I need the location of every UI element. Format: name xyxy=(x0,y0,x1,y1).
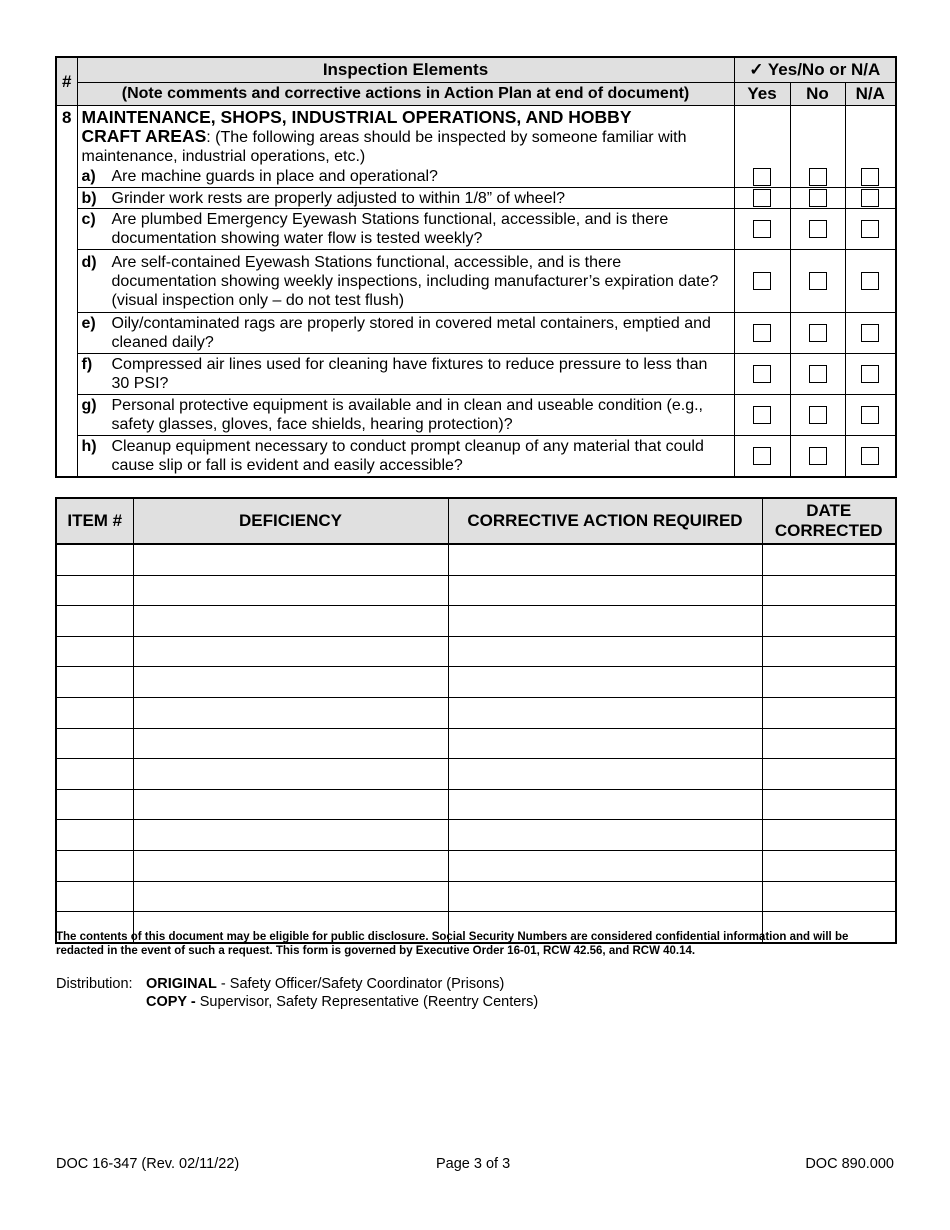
corrective-action-cell[interactable] xyxy=(448,636,762,667)
date-corrected-cell[interactable] xyxy=(762,789,896,820)
page-number: Page 3 of 3 xyxy=(436,1156,511,1172)
section-number: 8 xyxy=(56,105,77,477)
corrective-action-cell[interactable] xyxy=(448,575,762,606)
question-text: Personal protective equipment is available and in clean and useable condition (e.g., safety glasses, gloves, face shields, hearing protection)? xyxy=(111,397,703,433)
item-number-cell[interactable] xyxy=(56,667,133,698)
action-plan-row xyxy=(56,789,896,820)
action-plan-row xyxy=(56,697,896,728)
yes-no-na-header xyxy=(734,57,896,82)
yes-checkbox[interactable] xyxy=(753,324,771,342)
yes-checkbox[interactable] xyxy=(753,168,771,186)
question-text: Grinder work rests are properly adjusted to within 1/8” of wheel? xyxy=(111,189,566,207)
item-number-cell[interactable] xyxy=(56,544,133,575)
no-checkbox[interactable] xyxy=(809,189,827,207)
question-text: Compressed air lines used for cleaning have fixtures to reduce pressure to less than 30 PSI? xyxy=(111,356,708,392)
yes-checkbox[interactable] xyxy=(753,406,771,424)
question-letter: h) xyxy=(81,437,97,455)
deficiency-cell[interactable] xyxy=(133,606,448,637)
corrective-action-cell[interactable] xyxy=(448,606,762,637)
question-letter: f) xyxy=(81,356,93,373)
deficiency-cell[interactable] xyxy=(133,881,448,912)
item-number-cell[interactable] xyxy=(56,789,133,820)
na-checkbox[interactable] xyxy=(861,365,879,383)
question-text: Are plumbed Emergency Eyewash Stations functional, accessible, and is there documentation showing water flow is tested weekly? xyxy=(111,211,669,247)
no-checkbox[interactable] xyxy=(809,447,827,465)
item-number-cell[interactable] xyxy=(56,759,133,790)
item-number-header: ITEM # xyxy=(56,498,133,544)
date-corrected-cell[interactable] xyxy=(762,820,896,851)
date-corrected-cell[interactable] xyxy=(762,759,896,790)
checkmark-icon: ✓ xyxy=(749,59,764,79)
deficiency-cell[interactable] xyxy=(133,759,448,790)
date-corrected-line1: DATE xyxy=(806,501,852,520)
number-column-header: # xyxy=(56,57,77,105)
form-number: DOC 16-347 (Rev. 02/11/22) xyxy=(56,1156,240,1172)
item-number-cell[interactable] xyxy=(56,606,133,637)
date-corrected-header xyxy=(762,498,896,544)
deficiency-cell[interactable] xyxy=(133,667,448,698)
policy-number: DOC 890.000 xyxy=(805,1156,894,1172)
question-row xyxy=(56,166,896,188)
item-number-cell[interactable] xyxy=(56,881,133,912)
corrective-action-cell[interactable] xyxy=(448,667,762,698)
question-text: Are self-contained Eyewash Stations functional, accessible, and is there documentation showing weekly inspections, including manufacturer’s expiration date? (visual inspection only – do not test flush) xyxy=(111,253,719,309)
disclosure-notice: The contents of this document may be eligible for public disclosure. Social Security Numbers are considered confidential information and will be redacted in the event of such a request. This form is governed by Executive Order 16-01, RCW 42.56, and RCW 40.14. xyxy=(56,931,849,957)
question-row xyxy=(56,188,896,209)
section-title-line1: MAINTENANCE, SHOPS, INDUSTRIAL OPERATIONS, AND HOBBY xyxy=(81,106,632,127)
corrective-action-cell[interactable] xyxy=(448,544,762,575)
question-letter: g) xyxy=(81,397,97,414)
item-number-cell[interactable] xyxy=(56,728,133,759)
na-checkbox[interactable] xyxy=(861,168,879,186)
inspection-note-header: (Note comments and corrective actions in Action Plan at end of document) xyxy=(77,82,734,105)
na-column-header: N/A xyxy=(845,82,896,105)
question-row xyxy=(56,209,896,250)
action-plan-row xyxy=(56,850,896,881)
no-column-header: No xyxy=(790,82,845,105)
deficiency-header: DEFICIENCY xyxy=(133,498,448,544)
deficiency-cell[interactable] xyxy=(133,850,448,881)
item-number-cell[interactable] xyxy=(56,850,133,881)
na-checkbox[interactable] xyxy=(861,189,879,207)
deficiency-cell[interactable] xyxy=(133,789,448,820)
distribution-label: Distribution: xyxy=(56,976,133,992)
corrective-action-cell[interactable] xyxy=(448,820,762,851)
corrective-action-cell[interactable] xyxy=(448,697,762,728)
no-checkbox[interactable] xyxy=(809,324,827,342)
inspection-elements-header: Inspection Elements xyxy=(77,57,734,82)
section-row xyxy=(56,105,896,166)
yes-checkbox[interactable] xyxy=(753,447,771,465)
yes-checkbox[interactable] xyxy=(753,189,771,207)
na-checkbox[interactable] xyxy=(861,272,879,290)
distribution-block xyxy=(56,975,538,1011)
item-number-cell[interactable] xyxy=(56,820,133,851)
yes-no-na-label: Yes/No or N/A xyxy=(767,59,881,79)
deficiency-cell[interactable] xyxy=(133,728,448,759)
deficiency-cell[interactable] xyxy=(133,820,448,851)
no-checkbox[interactable] xyxy=(809,220,827,238)
date-corrected-cell[interactable] xyxy=(762,544,896,575)
date-corrected-cell[interactable] xyxy=(762,636,896,667)
item-number-cell[interactable] xyxy=(56,575,133,606)
question-row xyxy=(56,313,896,354)
na-checkbox[interactable] xyxy=(861,406,879,424)
no-checkbox[interactable] xyxy=(809,272,827,290)
action-plan-row xyxy=(56,606,896,637)
item-number-cell[interactable] xyxy=(56,697,133,728)
na-checkbox[interactable] xyxy=(861,220,879,238)
question-letter: a) xyxy=(81,167,96,185)
action-plan-row xyxy=(56,759,896,790)
section-title xyxy=(77,105,734,166)
question-text: Are machine guards in place and operational? xyxy=(111,167,438,185)
corrective-action-cell[interactable] xyxy=(448,881,762,912)
deficiency-cell[interactable] xyxy=(133,697,448,728)
yes-column-header: Yes xyxy=(734,82,790,105)
question-letter: c) xyxy=(81,211,96,228)
action-plan-row xyxy=(56,544,896,575)
date-corrected-cell[interactable] xyxy=(762,850,896,881)
corrective-action-cell[interactable] xyxy=(448,728,762,759)
section-title-bold: CRAFT AREAS xyxy=(81,125,207,146)
corrective-action-cell[interactable] xyxy=(448,759,762,790)
na-checkbox[interactable] xyxy=(861,324,879,342)
date-corrected-cell[interactable] xyxy=(762,575,896,606)
date-corrected-cell[interactable] xyxy=(762,881,896,912)
no-checkbox[interactable] xyxy=(809,365,827,383)
date-corrected-line2: CORRECTED xyxy=(774,521,883,540)
corrective-action-cell[interactable] xyxy=(448,789,762,820)
date-corrected-cell[interactable] xyxy=(762,728,896,759)
action-plan-row xyxy=(56,636,896,667)
deficiency-cell[interactable] xyxy=(133,575,448,606)
no-checkbox[interactable] xyxy=(809,406,827,424)
action-plan-row xyxy=(56,881,896,912)
question-letter: e) xyxy=(81,315,96,332)
date-corrected-cell[interactable] xyxy=(762,697,896,728)
question-row xyxy=(56,436,896,477)
question-text: Oily/contaminated rags are properly stored in covered metal containers, emptied and cleaned daily? xyxy=(111,315,711,351)
question-text: Cleanup equipment necessary to conduct prompt cleanup of any material that could cause slip or fall is evident and easily accessible? xyxy=(111,437,704,474)
action-plan-row xyxy=(56,728,896,759)
item-number-cell[interactable] xyxy=(56,636,133,667)
section-title-description: : (The following areas should be inspected by someone familiar with maintenance, industrial operations, etc.) xyxy=(81,128,687,165)
yes-checkbox[interactable] xyxy=(753,220,771,238)
copy-recipients: Supervisor, Safety Representative (Reentry Centers) xyxy=(195,994,539,1010)
copy-label: COPY - xyxy=(146,994,196,1010)
action-plan-row xyxy=(56,575,896,606)
question-letter: b) xyxy=(81,189,97,207)
corrective-action-header: CORRECTIVE ACTION REQUIRED xyxy=(448,498,762,544)
original-label: ORIGINAL xyxy=(146,976,217,992)
yes-checkbox[interactable] xyxy=(753,365,771,383)
original-recipients: - Safety Officer/Safety Coordinator (Prisons) xyxy=(216,976,505,992)
no-checkbox[interactable] xyxy=(809,168,827,186)
action-plan-table xyxy=(55,497,897,944)
question-letter: d) xyxy=(81,253,97,271)
inspection-table xyxy=(55,56,897,478)
deficiency-cell[interactable] xyxy=(133,544,448,575)
question-row xyxy=(56,250,896,313)
deficiency-cell[interactable] xyxy=(133,636,448,667)
date-corrected-cell[interactable] xyxy=(762,667,896,698)
na-checkbox[interactable] xyxy=(861,447,879,465)
yes-checkbox[interactable] xyxy=(753,272,771,290)
action-plan-row xyxy=(56,667,896,698)
question-row xyxy=(56,395,896,436)
date-corrected-cell[interactable] xyxy=(762,606,896,637)
action-plan-row xyxy=(56,820,896,851)
corrective-action-cell[interactable] xyxy=(448,850,762,881)
question-row xyxy=(56,354,896,395)
